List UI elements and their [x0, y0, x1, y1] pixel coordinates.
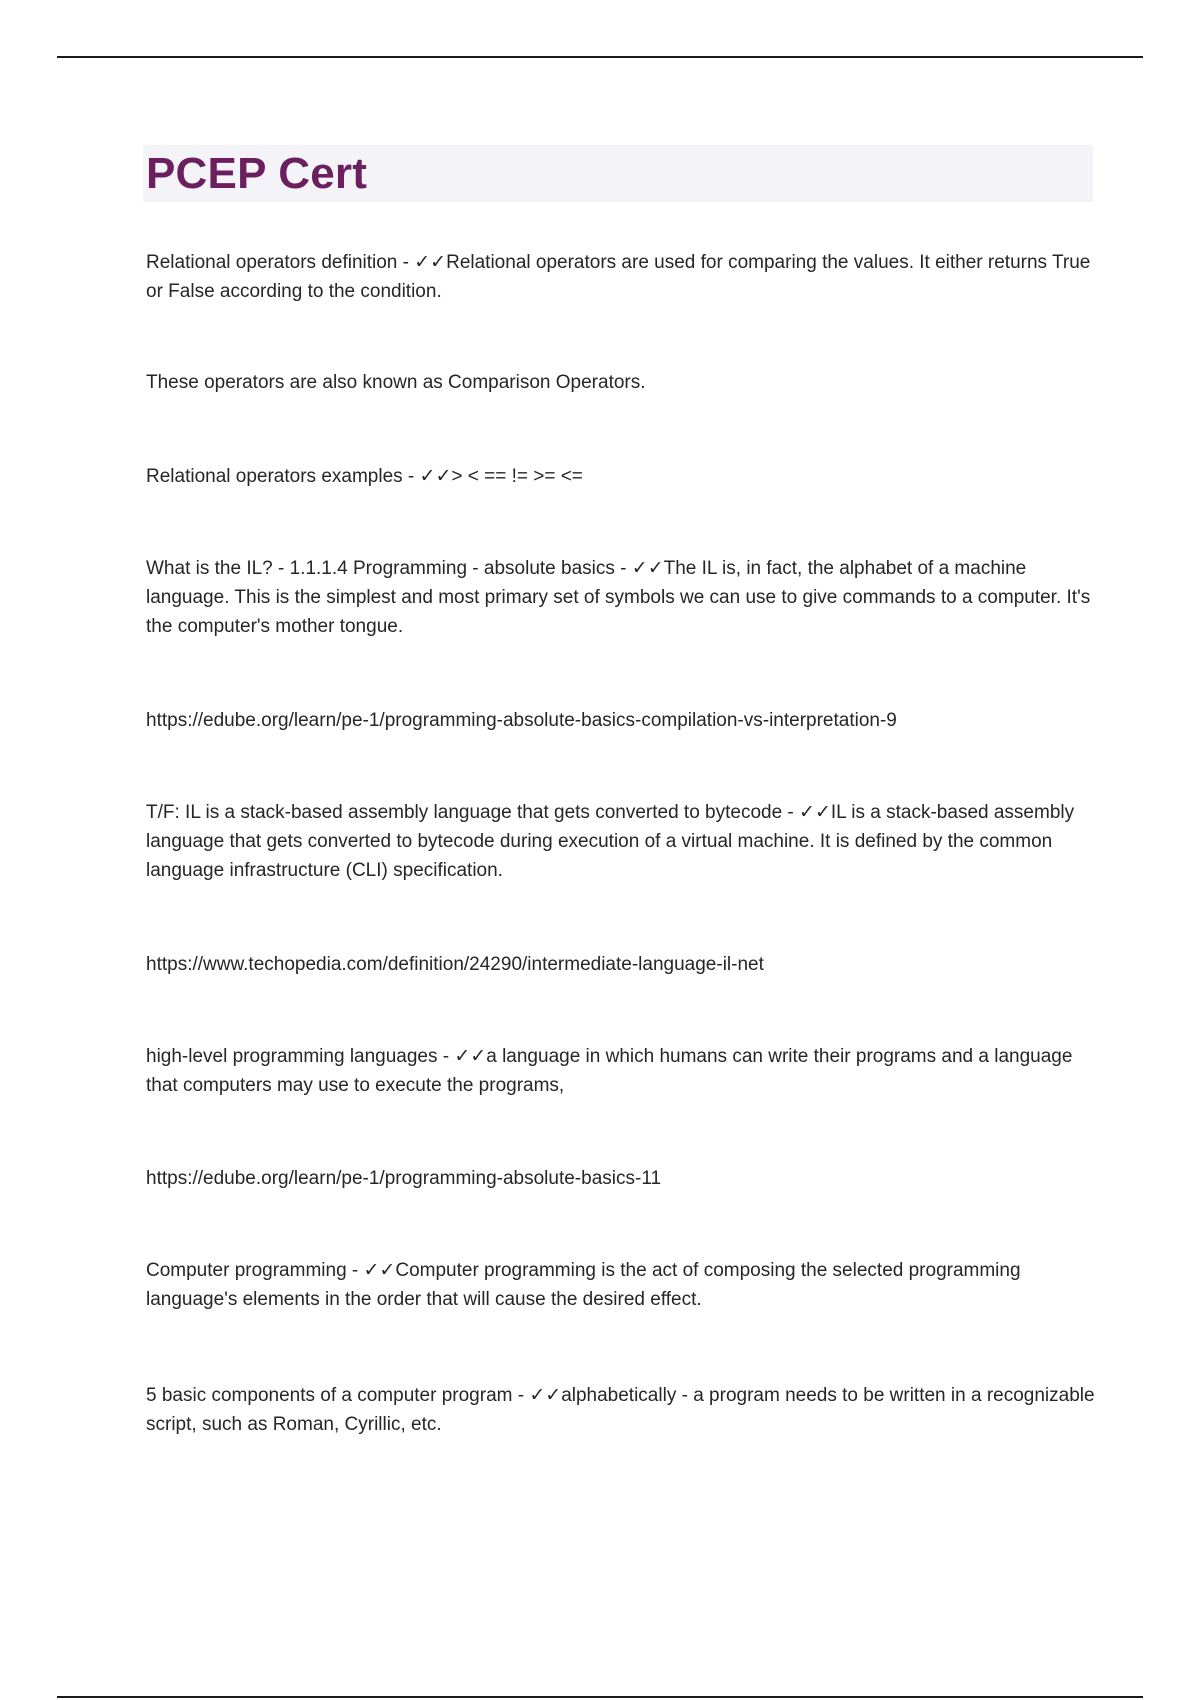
bottom-rule [57, 1696, 1143, 1698]
paragraph-what-is-il: What is the IL? - 1.1.1.4 Programming - absolute basics - ✓✓The IL is, in fact, the alphabet of a machine language. This is the simplest and most primary set of symbols we can use to give commands to a computer. It's the computer's mother tongue. [146, 558, 1091, 637]
paragraph-il-stack-based: T/F: IL is a stack-based assembly language that gets converted to bytecode - ✓✓IL is a stack-based assembly language that gets converted to bytecode during execution of a virtual machine. It is defined by the common language infrastructure (CLI) specification. [146, 802, 1075, 881]
paragraph-link-techopedia: https://www.techopedia.com/definition/24290/intermediate-language-il-net [146, 954, 764, 975]
document-title: PCEP Cert [146, 149, 368, 198]
paragraph-high-level-languages: high-level programming languages - ✓✓a language in which humans can write their programs and a language that computers may use to execute the programs, [146, 1046, 1073, 1096]
paragraph-relational-operators-examples: Relational operators examples - ✓✓> < == != >= <= [146, 466, 583, 487]
paragraph-basic-components: 5 basic components of a computer program - ✓✓alphabetically - a program needs to be written in a recognizable script, such as Roman, Cyrillic, etc. [146, 1385, 1095, 1435]
paragraph-comparison-operators: These operators are also known as Comparison Operators. [146, 372, 646, 393]
paragraph-link-compilation-vs-interpretation: https://edube.org/learn/pe-1/programming-absolute-basics-compilation-vs-interpretation-9 [146, 710, 897, 731]
paragraph-link-absolute-basics: https://edube.org/learn/pe-1/programming-absolute-basics-11 [146, 1168, 662, 1189]
paragraph-computer-programming: Computer programming - ✓✓Computer programming is the act of composing the selected programming language's elements in the order that will cause the desired effect. [146, 1260, 1021, 1310]
top-rule [57, 56, 1143, 58]
paragraph-relational-operators-definition: Relational operators definition - ✓✓Relational operators are used for comparing the values. It either returns True or False according to the condition. [146, 252, 1091, 302]
